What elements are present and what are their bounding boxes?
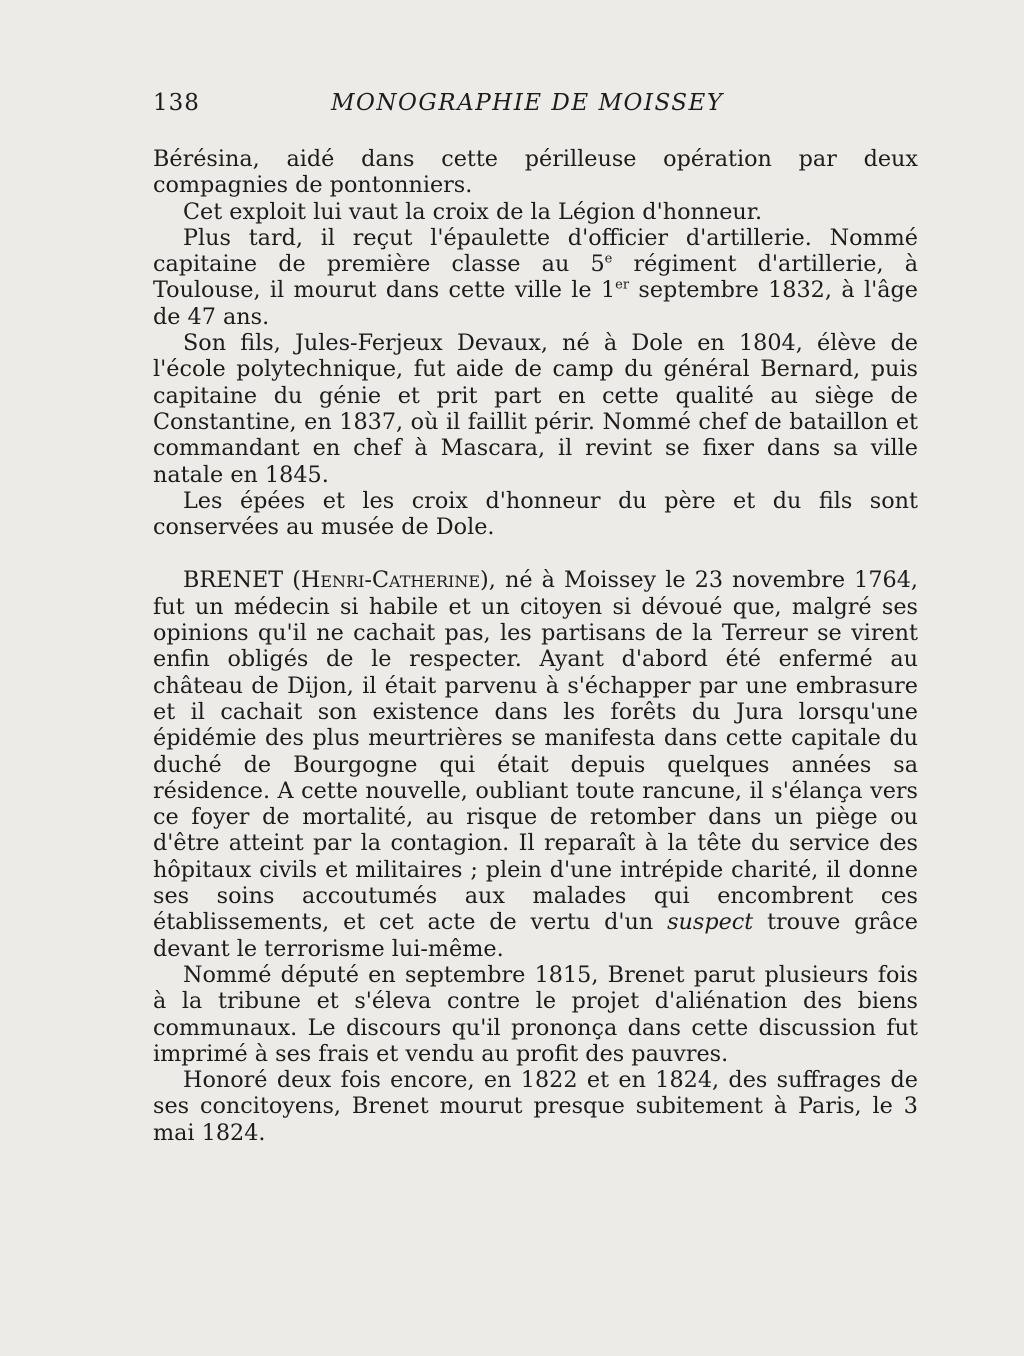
paragraph-beresina: Bérésina, aidé dans cette périlleuse opération par deux compagnies de pontonniers. [153, 146, 918, 199]
running-title: MONOGRAPHIE DE MOISSEY [331, 90, 724, 116]
entry-forenames: (Henri-Catherine) [292, 567, 489, 594]
paragraph-brenet-entry [153, 567, 918, 961]
paragraph-jules-ferjeux: Son fils, Jules-Ferjeux Devaux, né à Dole en 1804, élève de l'école polytechnique, fut aide de camp du général Bernard, puis capitaine du génie et prit part en cette qualité au siège de Constantine, en 1837, où il faillit périr. Nommé chef de bataillon et commandant en chef à Mascara, il revint se fixer dans sa ville natale en 1845. [153, 330, 918, 488]
paragraph-text: septembre 1832, à l'âge de 47 ans. [153, 277, 918, 330]
paragraph-mort-paris: Honoré deux fois encore, en 1822 et en 1824, des suffrages de ses concitoyens, Brenet mourut presque subitement à Paris, le 3 mai 1824. [153, 1067, 918, 1146]
ordinal-superscript: e [604, 251, 613, 267]
entry-name: BRENET [183, 567, 284, 594]
paragraph-text: Plus tard, il reçut l'épaulette d'officier d'artillerie. Nommé capitaine de première classe au 5 [153, 224, 918, 278]
paragraph-depute: Nommé député en septembre 1815, Brenet parut plusieurs fois à la tribune et s'éleva contre le projet d'aliénation des biens communaux. Le discours qu'il prononça dans cette discussion fut imprimé à ses frais et vendu au profit des pauvres. [153, 961, 918, 1067]
paragraph-legion-honneur: Cet exploit lui vaut la croix de la Légion d'honneur. [183, 198, 763, 225]
body-text [153, 146, 918, 1146]
paragraph-text: , né à Moissey le 23 novembre 1764, fut un médecin si habile et un citoyen si dévoué que, malgré ses opinions qu'il ne cachait pas, les partisans de la Terreur se virent enfin obligés de le respecter. Ayant d'abord été enfermé au château de Dijon, il était parvenu à s'échapper par une embrasure et il cachait son existence dans les forêts du Jura lorsqu'une épidémie des plus meurtrières se manifesta dans cette capitale du duché de Bourgogne qui était depuis quelques années sa résidence. A cette nouvelle, oubliant toute rancune, il s'élança vers ce foyer de mortalité, au risque de retomber dans un piège ou d'être atteint par la contagion. Il reparaît à la tête du service des hôpitaux civils et militaires ; plein d'une intrépide charité, il donne ses soins accoutumés aux malades qui encombrent ces établissements, et cet acte de vertu d'un [153, 567, 918, 936]
paragraph-epees-croix: Les épées et les croix d'honneur du père et du fils sont conservées au musée de Dole. [153, 487, 918, 541]
paragraph-officier-artillerie [153, 225, 918, 330]
ordinal-superscript: er [615, 278, 630, 294]
italic-word: suspect [667, 909, 754, 936]
running-header [153, 90, 918, 124]
page-number: 138 [153, 90, 200, 116]
paragraph-text: régiment d'artillerie, à Toulouse, il mourut dans cette ville le 1 [153, 251, 919, 304]
paragraph-text: trouve grâce devant le terrorisme lui-même. [153, 909, 918, 962]
